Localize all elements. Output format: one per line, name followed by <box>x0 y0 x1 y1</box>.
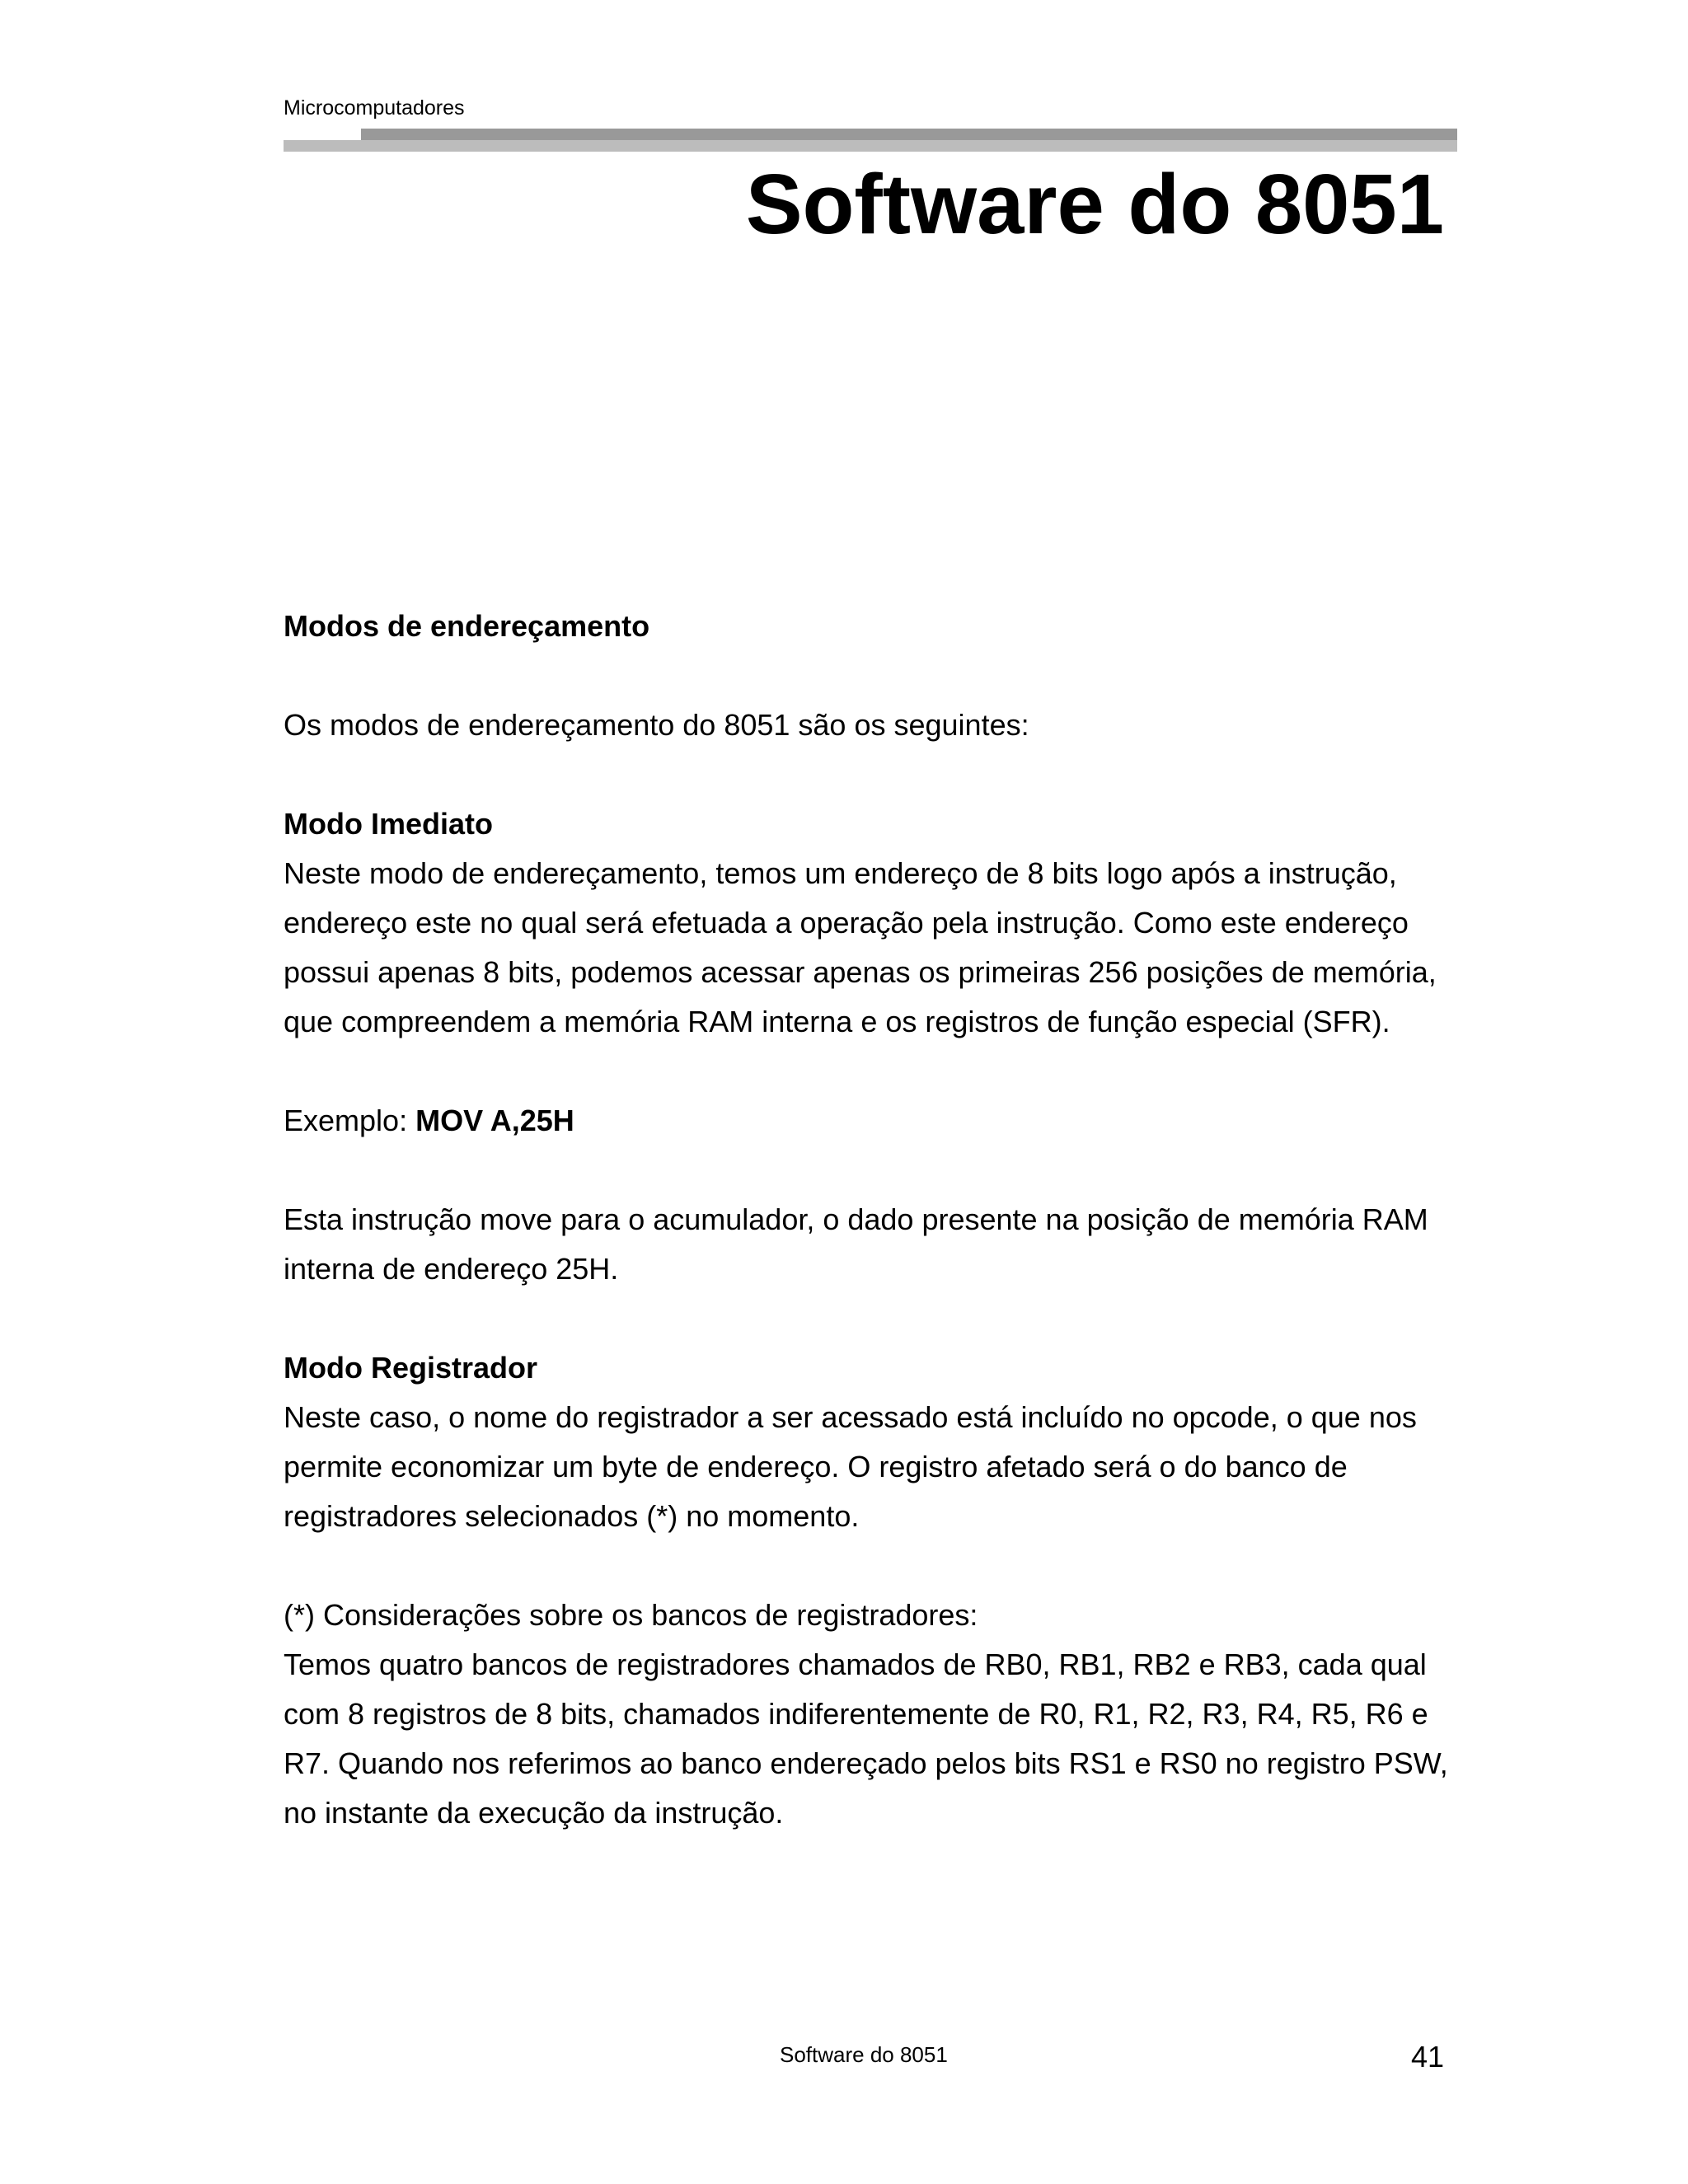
header-rule-light <box>284 140 1457 152</box>
header-rule-dark <box>361 129 1457 140</box>
modo-imediato-paragraph: Neste modo de endereçamento, temos um endereço de 8 bits logo após a instrução, endereço este no qual será efetuada a operação pela instrução. Como este endereço possui apenas 8 bits, podemos acessar apenas os primeiras 256 posições de memória, que compreendem a memória RAM interna e os registros de função especial (SFR). <box>284 856 1437 1038</box>
example-label: Exemplo: <box>284 1104 416 1137</box>
intro-paragraph: Os modos de endereçamento do 8051 são os seguintes: <box>284 708 1029 742</box>
modo-registrador-heading: Modo Registrador <box>284 1351 538 1385</box>
bank-note-heading: (*) Considerações sobre os bancos de registradores: <box>284 1598 978 1632</box>
page-body <box>284 602 1462 1887</box>
footer-title: Software do 8051 <box>780 2042 948 2067</box>
modo-registrador-paragraph: Neste caso, o nome do registrador a ser acessado está incluído no opcode, o que nos permite economizar um byte de endereço. O registro afetado será o do banco de registradores selecionados (*) no momento. <box>284 1400 1417 1533</box>
modo-imediato-heading: Modo Imediato <box>284 807 493 841</box>
example-code: MOV A,25H <box>415 1104 574 1137</box>
example-line <box>284 1096 1462 1146</box>
bank-note-paragraph: Temos quatro bancos de registradores chamados de RB0, RB1, RB2 e RB3, cada qual com 8 registros de 8 bits, chamados indiferentemente de R0, R1, R2, R3, R4, R5, R6 e R7. Quando nos referimos ao banco endereçado pelos bits RS1 e RS0 no registro PSW, no instante da execução da instrução. <box>284 1647 1448 1830</box>
running-header: Microcomputadores <box>284 96 465 120</box>
page-number: 41 <box>1410 2040 1444 2074</box>
example-explanation: Esta instrução move para o acumulador, o dado presente na posição de memória RAM interna de endereço 25H. <box>284 1202 1428 1286</box>
chapter-title: Software do 8051 <box>745 157 1444 251</box>
section-heading: Modos de endereçamento <box>284 609 650 643</box>
